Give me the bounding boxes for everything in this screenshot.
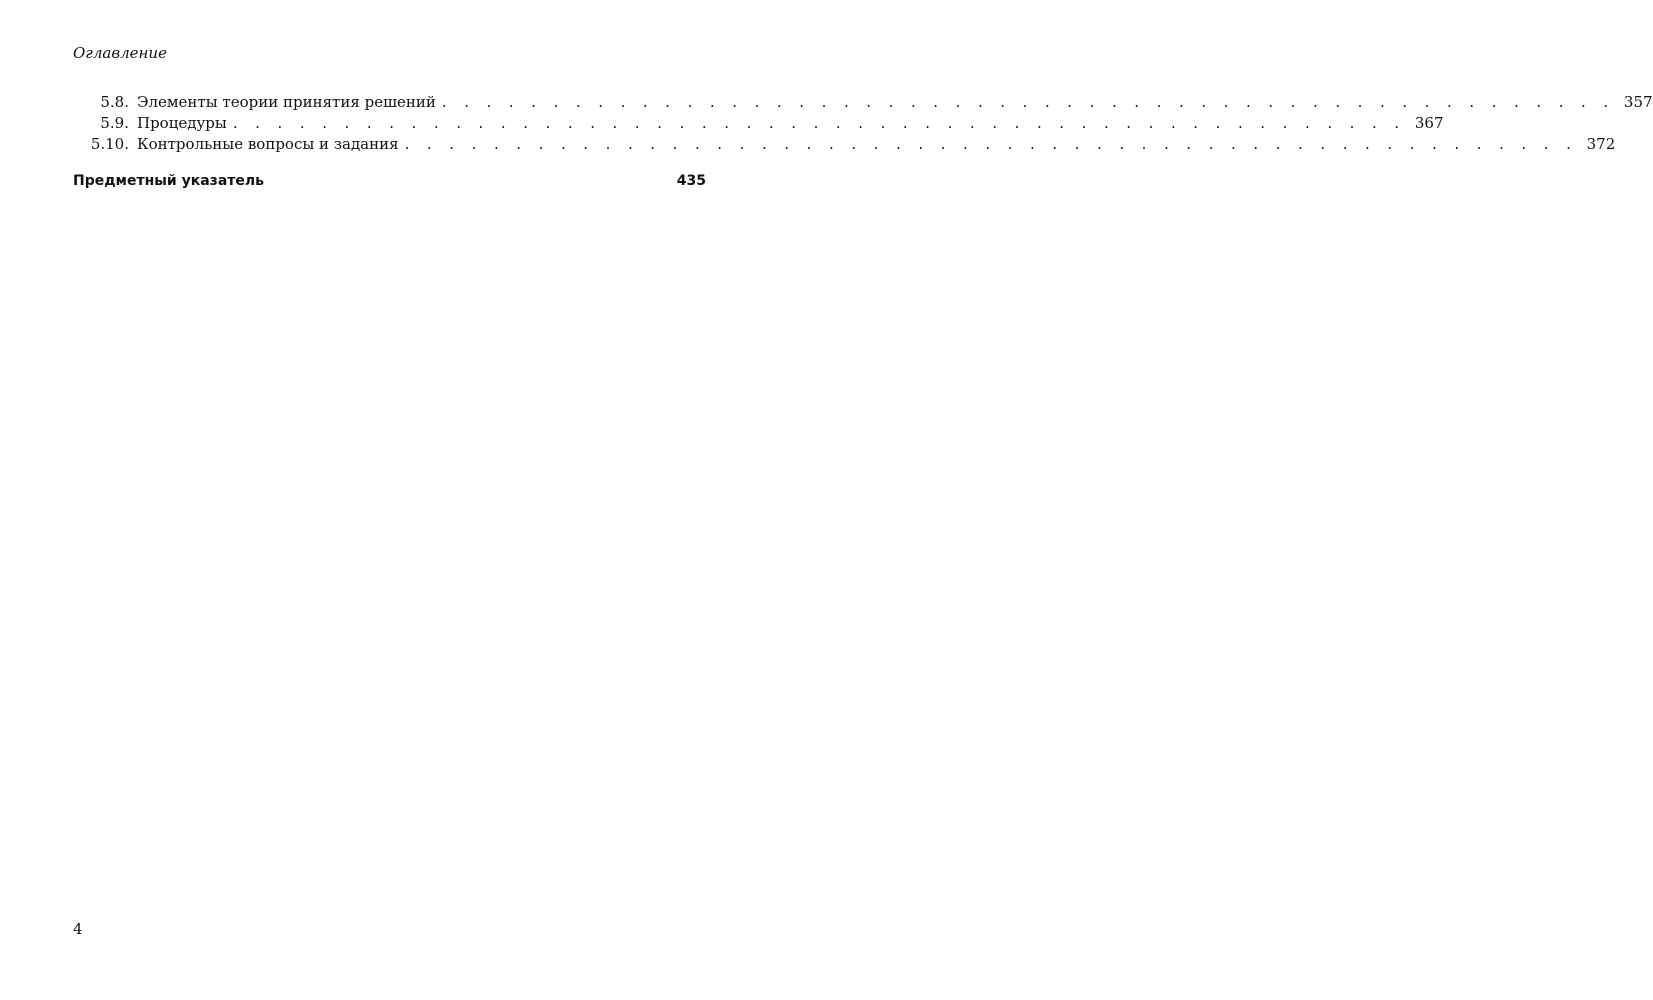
dot-leader: . . . . . . . . . . . . . . . . . . . . . . . . . . . . . . . . . . . . . . . . . . . . . . . . . . . . . (441, 93, 1615, 111)
dot-leader: . . . . . . . . . . . . . . . . . . . . . . . . . . . . . . . . . . . . . . . . . . . . . . . . . . . . . (404, 135, 1578, 153)
toc-entry (73, 113, 1444, 134)
toc-entry-title: Контрольные вопросы и задания (137, 135, 399, 153)
toc-entry-line (137, 113, 1444, 134)
toc-entry-line (137, 92, 1653, 113)
toc-entry-number: 5.10. (90, 135, 129, 153)
running-head: Оглавление (73, 44, 167, 62)
dot-leader: . . . . . . . . . . . . . . . . . . . . . . . . . . . . . . . . . . . . . . . . . . . . . . . . . . . . . (232, 114, 1406, 132)
index-entry (73, 170, 706, 192)
toc-entry-title: Элементы теории принятия решений (137, 93, 436, 111)
table-of-contents (73, 92, 1653, 155)
toc-entry (73, 134, 1616, 155)
toc-entry-number: 5.8. (100, 93, 129, 111)
toc-entry-page: 357 (1623, 93, 1653, 111)
index-entry-title: Предметный указатель (73, 173, 264, 189)
page-number: 4 (73, 920, 83, 938)
toc-entry-page: 367 (1414, 114, 1444, 132)
toc-entry-number: 5.9. (100, 114, 129, 132)
toc-entry-line (137, 134, 1616, 155)
toc-entry-page: 372 (1586, 135, 1616, 153)
toc-entry-title: Процедуры (137, 114, 227, 132)
toc-entry (73, 92, 1653, 113)
index-entry-page: 435 (676, 173, 706, 189)
